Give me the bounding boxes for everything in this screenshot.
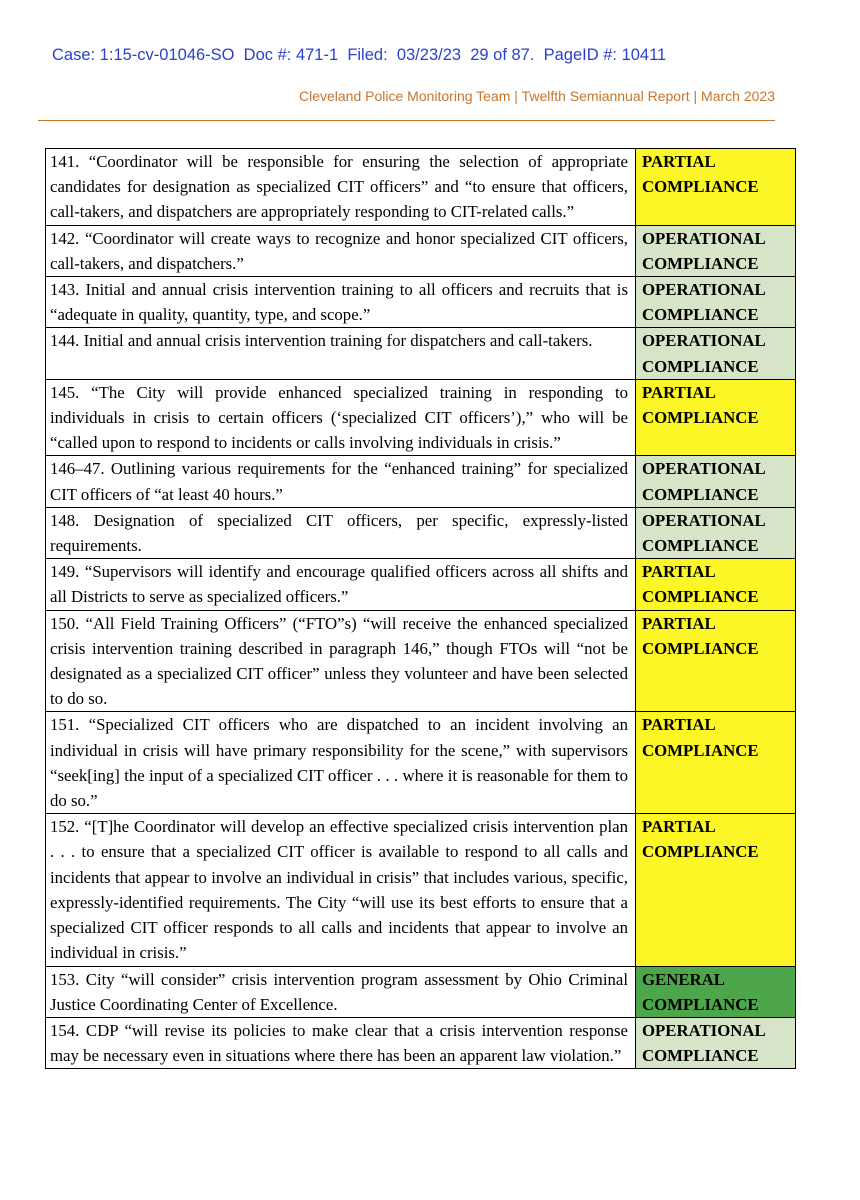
- compliance-status: PARTIAL COMPLIANCE: [636, 814, 796, 966]
- compliance-status: OPERATIONAL COMPLIANCE: [636, 328, 796, 379]
- requirement-text: 148. Designation of specialized CIT officers, per specific, expressly-listed requirements.: [46, 507, 636, 558]
- table-row: [46, 507, 796, 558]
- table-row: [46, 277, 796, 328]
- table-row: [46, 1017, 796, 1068]
- compliance-status: PARTIAL COMPLIANCE: [636, 149, 796, 226]
- requirement-text: 141. “Coordinator will be responsible for ensuring the selection of appropriate candidates for designation as specialized CIT officers” and “to ensure that officers, call-takers, and dispatchers are appropriately responding to CIT-related calls.”: [46, 149, 636, 226]
- compliance-status: OPERATIONAL COMPLIANCE: [636, 225, 796, 276]
- compliance-status: OPERATIONAL COMPLIANCE: [636, 456, 796, 507]
- compliance-status: OPERATIONAL COMPLIANCE: [636, 1017, 796, 1068]
- compliance-status: PARTIAL COMPLIANCE: [636, 610, 796, 712]
- table-row: [46, 559, 796, 610]
- table-row: [46, 814, 796, 966]
- requirement-text: 142. “Coordinator will create ways to recognize and honor specialized CIT officers, call-takers, and dispatchers.”: [46, 225, 636, 276]
- table-row: [46, 225, 796, 276]
- requirement-text: 145. “The City will provide enhanced specialized training in responding to individuals in crisis to certain officers (‘specialized CIT officers’),” who will be “called upon to respond to incidents or calls involving individuals in crisis.”: [46, 379, 636, 456]
- requirement-text: 149. “Supervisors will identify and encourage qualified officers across all shifts and all Districts to serve as specialized officers.”: [46, 559, 636, 610]
- compliance-status: OPERATIONAL COMPLIANCE: [636, 507, 796, 558]
- table-row: [46, 456, 796, 507]
- header-divider: [38, 120, 775, 121]
- requirement-text: 154. CDP “will revise its policies to make clear that a crisis intervention response may be necessary even in situations where there has been an apparent law violation.”: [46, 1017, 636, 1068]
- requirement-text: 151. “Specialized CIT officers who are dispatched to an incident involving an individual in crisis will have primary responsibility for the scene,” with supervisors “seek[ing] the input of a specialized CIT officer . . . where it is reasonable for them to do so.”: [46, 712, 636, 814]
- compliance-status: PARTIAL COMPLIANCE: [636, 712, 796, 814]
- compliance-status: OPERATIONAL COMPLIANCE: [636, 277, 796, 328]
- table-row: [46, 712, 796, 814]
- report-header: Cleveland Police Monitoring Team | Twelfth Semiannual Report | March 2023: [298, 88, 775, 104]
- requirement-text: 143. Initial and annual crisis intervention training to all officers and recruits that is “adequate in quality, quantity, type, and scope.”: [46, 277, 636, 328]
- table-row: [46, 610, 796, 712]
- requirement-text: 152. “[T]he Coordinator will develop an effective specialized crisis intervention plan . . . to ensure that a specialized CIT officer is available to respond to all calls and incidents that appear to involve an individual in crisis” that includes various, specific, expressly-identified requirements. The City “will use its best efforts to ensure that a specialized CIT officer responds to all calls and incidents that appear to involve an individual in crisis.”: [46, 814, 636, 966]
- requirement-text: 144. Initial and annual crisis intervention training for dispatchers and call-takers.: [46, 328, 636, 379]
- compliance-table: [45, 148, 796, 1069]
- table-row: [46, 966, 796, 1017]
- table-row: [46, 379, 796, 456]
- table-row: [46, 149, 796, 226]
- requirement-text: 150. “All Field Training Officers” (“FTO”s) “will receive the enhanced specialized crisis intervention training described in paragraph 146,” though FTOs will “not be designated as a specialized CIT officer” unless they volunteer and have been selected to do so.: [46, 610, 636, 712]
- compliance-table-body: [46, 149, 796, 1069]
- table-row: [46, 328, 796, 379]
- requirement-text: 146–47. Outlining various requirements for the “enhanced training” for specialized CIT officers of “at least 40 hours.”: [46, 456, 636, 507]
- compliance-status: PARTIAL COMPLIANCE: [636, 379, 796, 456]
- compliance-status: GENERAL COMPLIANCE: [636, 966, 796, 1017]
- case-header: Case: 1:15-cv-01046-SO Doc #: 471-1 Filed: 03/23/23 29 of 87. PageID #: 10411: [52, 46, 667, 64]
- requirement-text: 153. City “will consider” crisis intervention program assessment by Ohio Criminal Justice Coordinating Center of Excellence.: [46, 966, 636, 1017]
- compliance-status: PARTIAL COMPLIANCE: [636, 559, 796, 610]
